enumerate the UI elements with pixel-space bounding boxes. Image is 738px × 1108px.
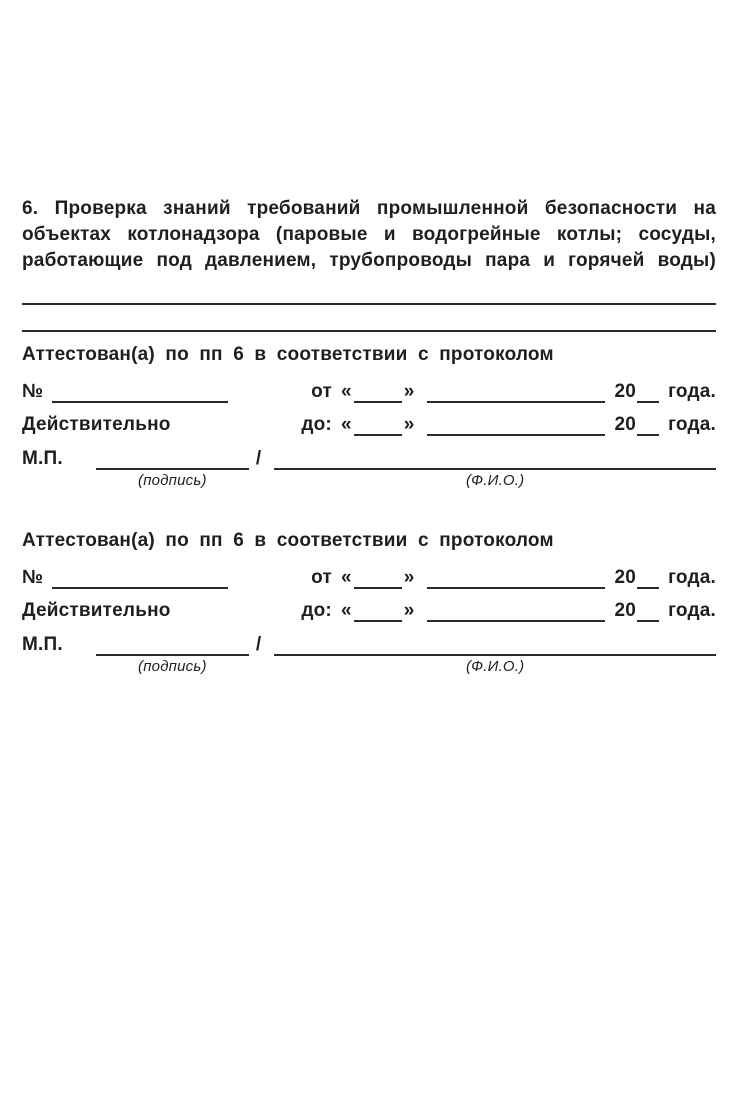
- protocol-number-row: [22, 379, 716, 405]
- date-until-group: [301, 412, 716, 438]
- attestation-block-2: [22, 528, 716, 675]
- day-blank: [354, 379, 402, 403]
- year-word: года.: [668, 600, 716, 621]
- year-prefix: 20: [614, 567, 637, 588]
- open-quote: «: [340, 381, 352, 402]
- seal-label: М.П.: [22, 634, 63, 655]
- attestation-block-1: [22, 342, 716, 489]
- close-quote: »: [403, 600, 415, 621]
- slash-separator: /: [255, 448, 262, 469]
- fio-caption: (Ф.И.О.): [465, 658, 525, 675]
- signature-caption: (подпись): [138, 658, 207, 675]
- attestation-heading: Аттестован(а) по пп 6 в соответствии с протоколом: [22, 530, 554, 551]
- signature-blank: [96, 446, 249, 470]
- close-quote: »: [403, 567, 415, 588]
- date-from-label: от: [311, 567, 332, 588]
- month-blank: [427, 598, 605, 622]
- protocol-number-row: [22, 565, 716, 591]
- page-title: [22, 196, 716, 274]
- year-word: года.: [668, 381, 716, 402]
- until-label: до:: [301, 600, 332, 621]
- open-quote: «: [340, 600, 352, 621]
- year-word: года.: [668, 567, 716, 588]
- open-quote: «: [340, 567, 352, 588]
- protocol-number-blank: [52, 379, 228, 403]
- date-from-label: от: [311, 381, 332, 402]
- year-blank: [637, 379, 659, 403]
- title-line: работающие под давлением, трубопроводы пара и горячей воды): [22, 250, 716, 271]
- document-page: [0, 196, 738, 675]
- protocol-number-label: №: [22, 567, 44, 588]
- valid-until-row: [22, 598, 716, 624]
- day-blank: [354, 598, 402, 622]
- slash-separator: /: [255, 634, 262, 655]
- fio-blank: [274, 632, 716, 656]
- month-blank: [427, 412, 605, 436]
- protocol-number-blank: [52, 565, 228, 589]
- date-from-group: [311, 565, 716, 591]
- year-blank: [637, 412, 659, 436]
- title-line: объектах котлонадзора (паровые и водогрейные котлы; сосуды,: [22, 224, 716, 245]
- close-quote: »: [403, 414, 415, 435]
- title-line: 6. Проверка знаний требований промышленной безопасности на: [22, 198, 716, 219]
- seal-label: М.П.: [22, 448, 63, 469]
- valid-label: Действительно: [22, 600, 171, 621]
- attestation-heading: Аттестован(а) по пп 6 в соответствии с протоколом: [22, 344, 554, 365]
- day-blank: [354, 565, 402, 589]
- blank-write-line: [22, 303, 716, 305]
- fio-blank: [274, 446, 716, 470]
- seal-signature-row: [22, 632, 716, 675]
- valid-until-row: [22, 412, 716, 438]
- fio-field: [274, 632, 716, 675]
- signature-blank: [96, 632, 249, 656]
- year-prefix: 20: [614, 414, 637, 435]
- date-until-group: [301, 598, 716, 624]
- year-blank: [637, 598, 659, 622]
- blank-write-line: [22, 330, 716, 332]
- fio-caption: (Ф.И.О.): [465, 472, 525, 489]
- day-blank: [354, 412, 402, 436]
- year-word: года.: [668, 414, 716, 435]
- month-blank: [427, 379, 605, 403]
- signature-field: [96, 446, 249, 489]
- seal-signature-row: [22, 446, 716, 489]
- year-prefix: 20: [614, 381, 637, 402]
- fio-field: [274, 446, 716, 489]
- year-blank: [637, 565, 659, 589]
- year-prefix: 20: [614, 600, 637, 621]
- month-blank: [427, 565, 605, 589]
- open-quote: «: [340, 414, 352, 435]
- signature-field: [96, 632, 249, 675]
- valid-label: Действительно: [22, 414, 171, 435]
- date-from-group: [311, 379, 716, 405]
- signature-caption: (подпись): [138, 472, 207, 489]
- protocol-number-label: №: [22, 381, 44, 402]
- close-quote: »: [403, 381, 415, 402]
- until-label: до:: [301, 414, 332, 435]
